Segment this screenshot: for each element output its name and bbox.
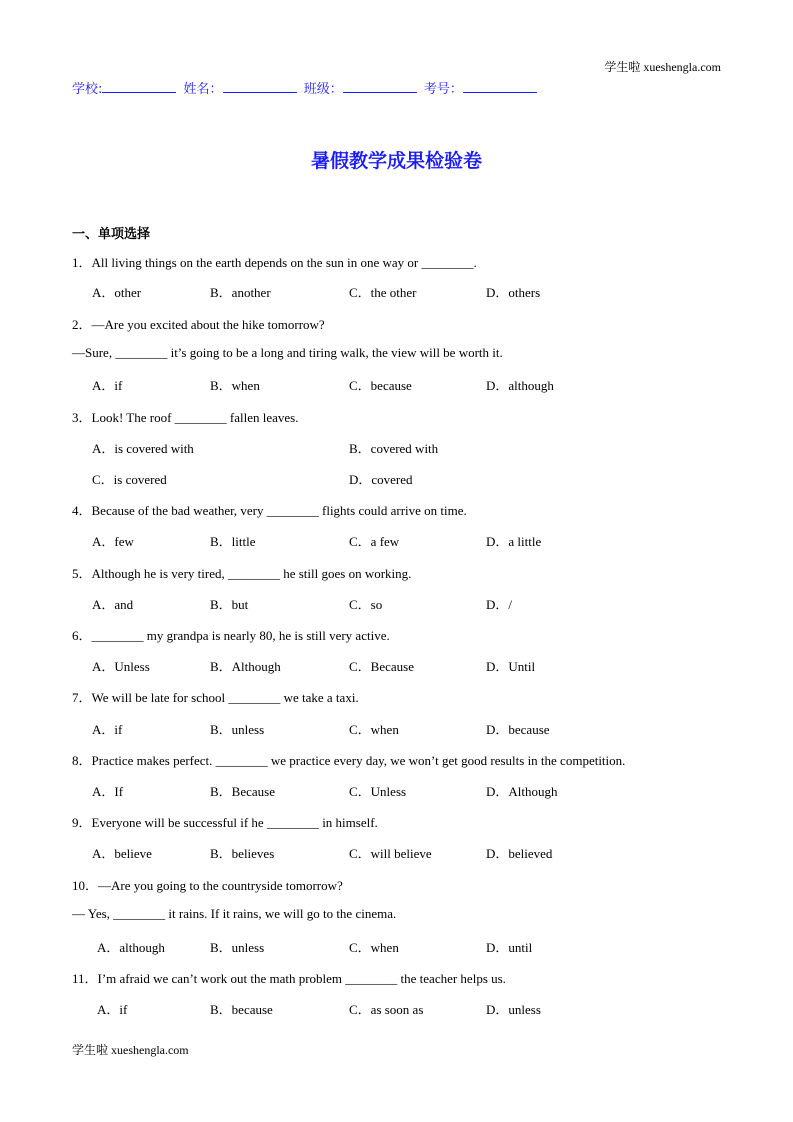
question-5-option-a[interactable]: A．and <box>92 597 134 612</box>
header-site-label: 学生啦 xueshengla.com <box>604 60 721 74</box>
class-label: 班级： <box>303 82 343 97</box>
question-1-option-b[interactable]: B．another <box>210 285 271 300</box>
question-5-line-1: 5．Although he is very tired, ________ he still goes on working. <box>72 566 412 581</box>
question-9-option-d[interactable]: D．believed <box>486 846 553 861</box>
page-title: 暑假教学成果检验卷 <box>310 150 482 172</box>
question-7-option-b[interactable]: B．unless <box>210 722 265 737</box>
school-blank[interactable] <box>102 80 176 93</box>
question-3-option-d[interactable]: D．covered <box>349 472 413 487</box>
footer-site-label: 学生啦 xueshengla.com <box>72 1043 189 1057</box>
question-9-line-1: 9．Everyone will be successful if he ________ in himself. <box>72 815 378 830</box>
class-blank[interactable] <box>343 80 417 93</box>
question-6-option-d[interactable]: D．Until <box>486 659 536 674</box>
question-8-line-1: 8．Practice makes perfect. ________ we practice every day, we won’t get good results in the competition. <box>72 753 626 768</box>
exam-number-label: 考号： <box>423 82 463 97</box>
question-4-option-a[interactable]: A．few <box>92 534 134 549</box>
question-5-option-d[interactable]: D．/ <box>486 597 513 612</box>
question-9-option-c[interactable]: C．will believe <box>349 846 432 861</box>
question-5-option-c[interactable]: C．so <box>349 597 383 612</box>
question-5-option-b[interactable]: B．but <box>210 597 249 612</box>
question-1-option-c[interactable]: C．the other <box>349 285 417 300</box>
question-4-option-d[interactable]: D．a little <box>486 534 542 549</box>
question-4-option-b[interactable]: B．little <box>210 534 256 549</box>
question-4-option-c[interactable]: C．a few <box>349 534 400 549</box>
question-6-option-b[interactable]: B．Although <box>210 659 281 674</box>
question-3-option-c[interactable]: C．is covered <box>92 472 167 487</box>
question-2-option-b[interactable]: B．when <box>210 378 260 393</box>
question-7-line-1: 7．We will be late for school ________ we take a taxi. <box>72 690 359 705</box>
question-8-option-b[interactable]: B．Because <box>210 784 275 799</box>
exam-number-blank[interactable] <box>463 80 537 93</box>
question-2-option-a[interactable]: A．if <box>92 378 123 393</box>
question-6-option-c[interactable]: C．Because <box>349 659 414 674</box>
question-2-option-d[interactable]: D．although <box>486 378 554 393</box>
question-7-option-a[interactable]: A．if <box>92 722 123 737</box>
question-2-option-c[interactable]: C．because <box>349 378 412 393</box>
section-title: 一、单项选择 <box>72 227 151 242</box>
question-10-option-b[interactable]: B．unless <box>210 940 265 955</box>
question-11-option-c[interactable]: C．as soon as <box>349 1002 424 1017</box>
question-10-option-a[interactable]: A．although <box>97 940 165 955</box>
question-2-line-2: —Sure, ________ it’s going to be a long and tiring walk, the view will be worth it. <box>72 345 503 360</box>
question-3-option-b[interactable]: B．covered with <box>349 441 439 456</box>
question-7-option-d[interactable]: D．because <box>486 722 550 737</box>
question-9-option-b[interactable]: B．believes <box>210 846 275 861</box>
question-9-option-a[interactable]: A．believe <box>92 846 152 861</box>
student-info-line <box>72 78 540 97</box>
question-4-line-1: 4．Because of the bad weather, very ________ flights could arrive on time. <box>72 503 467 518</box>
question-3-option-a[interactable]: A．is covered with <box>92 441 194 456</box>
question-11-option-b[interactable]: B．because <box>210 1002 273 1017</box>
question-8-option-d[interactable]: D．Although <box>486 784 558 799</box>
question-10-line-1: 10．—Are you going to the countryside tomorrow? <box>72 878 343 893</box>
question-11-option-d[interactable]: D．unless <box>486 1002 541 1017</box>
question-10-option-c[interactable]: C．when <box>349 940 399 955</box>
question-10-line-2: — Yes, ________ it rains. If it rains, we will go to the cinema. <box>72 906 397 921</box>
question-10-option-d[interactable]: D．until <box>486 940 533 955</box>
question-8-option-c[interactable]: C．Unless <box>349 784 407 799</box>
question-8-option-a[interactable]: A．If <box>92 784 124 799</box>
question-6-line-1: 6．________ my grandpa is nearly 80, he is still very active. <box>72 628 390 643</box>
question-2-line-1: 2．—Are you excited about the hike tomorrow? <box>72 317 325 332</box>
question-3-line-1: 3．Look! The roof ________ fallen leaves. <box>72 410 299 425</box>
name-blank[interactable] <box>223 80 297 93</box>
question-1-option-a[interactable]: A．other <box>92 285 142 300</box>
question-6-option-a[interactable]: A．Unless <box>92 659 150 674</box>
question-11-option-a[interactable]: A．if <box>97 1002 128 1017</box>
school-label: 学校: <box>72 82 103 97</box>
question-7-option-c[interactable]: C．when <box>349 722 399 737</box>
question-1-option-d[interactable]: D．others <box>486 285 541 300</box>
question-11-line-1: 11．I’m afraid we can’t work out the math problem ________ the teacher helps us. <box>72 971 506 986</box>
name-label: 姓名： <box>183 82 223 97</box>
question-1-line-1: 1．All living things on the earth depends on the sun in one way or ________. <box>72 255 477 270</box>
